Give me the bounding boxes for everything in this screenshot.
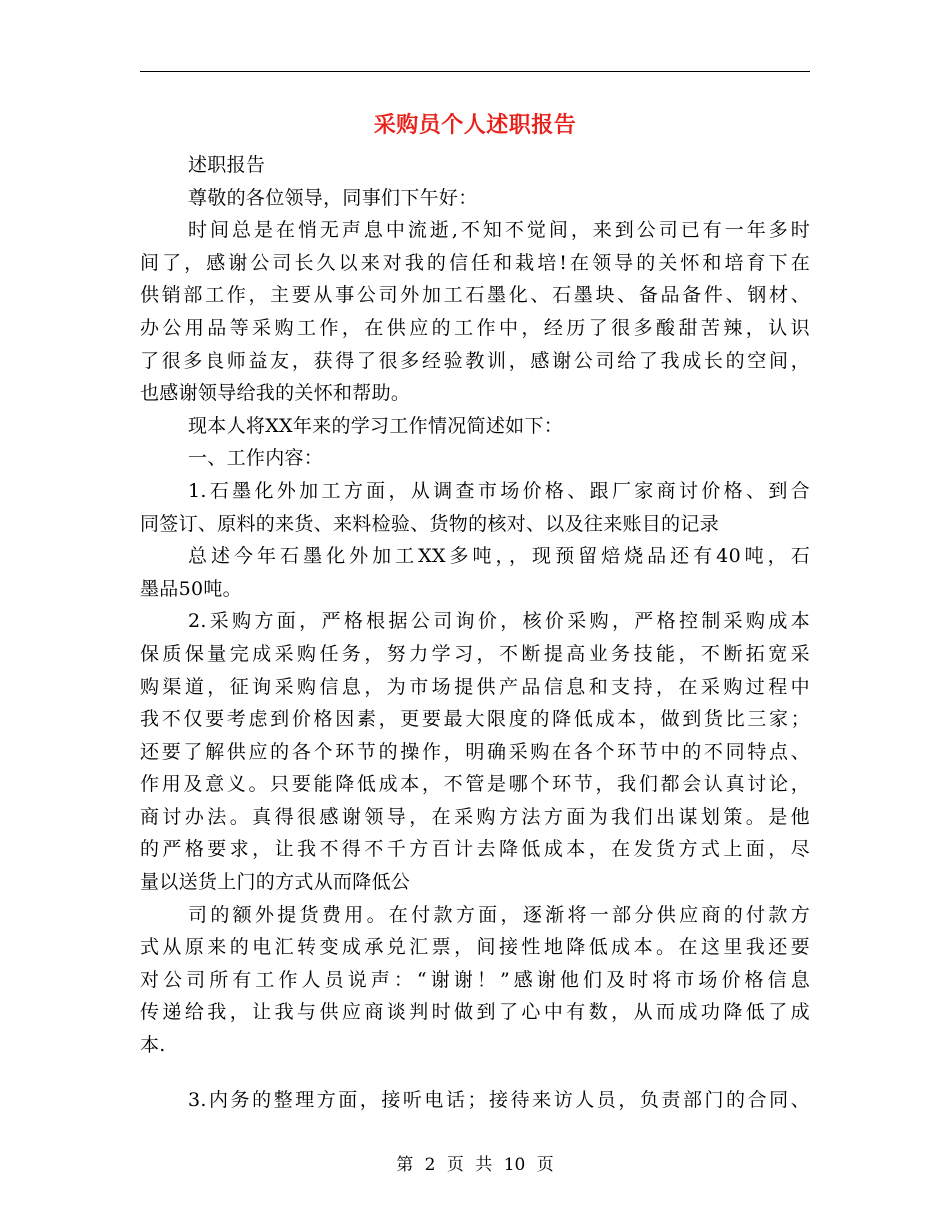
- text-line: 了很多良师益友，获得了很多经验教训，感谢公司给了我成长的空间，: [140, 349, 810, 372]
- text-line: 量以送货上门的方式从而降低公: [140, 871, 411, 894]
- text-line: 1.石墨化外加工方面，从调查市场价格、跟厂家商讨价格、到合: [188, 479, 810, 502]
- text-line: 商讨办法。真得很感谢领导，在采购方法方面为我们出谋划策。是他: [140, 805, 810, 828]
- text-line: 本.: [140, 1034, 166, 1057]
- text-line: 我不仅要考虑到价格因素，更要最大限度的降低成本，做到货比三家；: [140, 708, 810, 731]
- text-line: 对公司所有工作人员说声：“谢谢！”感谢他们及时将市场价格信息: [140, 968, 810, 991]
- text-line: 作用及意义。只要能降低成本，不管是哪个环节，我们都会认真讨论，: [140, 773, 810, 796]
- text-line: 现本人将XX年来的学习工作情况简述如下：: [188, 414, 564, 437]
- text-line: 保质保量完成采购任务，努力学习，不断提高业务技能，不断拓宽采: [140, 642, 810, 665]
- text-line: 总述今年石墨化外加工XX多吨，，现预留焙烧品还有40吨，石: [188, 545, 810, 568]
- text-line: 司的额外提货费用。在付款方面，逐渐将一部分供应商的付款方: [188, 903, 810, 926]
- text-line: 2.采购方面，严格根据公司询价，核价采购，严格控制采购成本: [188, 610, 810, 633]
- text-line: 还要了解供应的各个环节的操作，明确采购在各个环节中的不同特点、: [140, 740, 810, 763]
- header-rule: [140, 71, 810, 72]
- document-body: [140, 149, 810, 1116]
- page-number-footer: 第 2 页 共 10 页: [396, 1155, 554, 1175]
- text-line: 时间总是在悄无声息中流逝,不知不觉间，来到公司已有一年多时: [188, 219, 810, 242]
- text-line: 也感谢领导给我的关怀和帮助。: [140, 382, 411, 405]
- text-line: 述职报告: [188, 154, 266, 176]
- text-line: 办公用品等采购工作，在供应的工作中，经历了很多酸甜苦辣，认识: [140, 316, 810, 339]
- paragraph-spacer: [140, 1062, 810, 1084]
- text-line: 式从原来的电汇转变成承兑汇票，间接性地降低成本。在这里我还要: [140, 936, 810, 959]
- text-line: 购渠道，征询采购信息，为市场提供产品信息和支持，在采购过程中: [140, 675, 810, 698]
- text-line: 尊敬的各位领导，同事们下午好：: [188, 186, 478, 209]
- text-line: 传递给我，让我与供应商谈判时做到了心中有数，从而成功降低了成: [140, 1001, 810, 1024]
- text-line: 3.内务的整理方面，接听电话；接待来访人员，负责部门的合同、: [188, 1088, 810, 1111]
- text-line: 墨品50吨。: [140, 577, 242, 600]
- text-line: 供销部工作，主要从事公司外加工石墨化、石墨块、备品备件、钢材、: [140, 284, 810, 307]
- text-line: 间了，感谢公司长久以来对我的信任和栽培!在领导的关怀和培育下在: [140, 251, 810, 274]
- text-line: 同签订、原料的来货、来料检验、货物的核对、以及往来账目的记录: [140, 512, 720, 535]
- document-title: 采购员个人述职报告: [373, 112, 577, 138]
- text-line: 一、工作内容：: [188, 447, 324, 470]
- text-line: 的严格要求，让我不得不千方百计去降低成本，在发货方式上面，尽: [140, 838, 810, 861]
